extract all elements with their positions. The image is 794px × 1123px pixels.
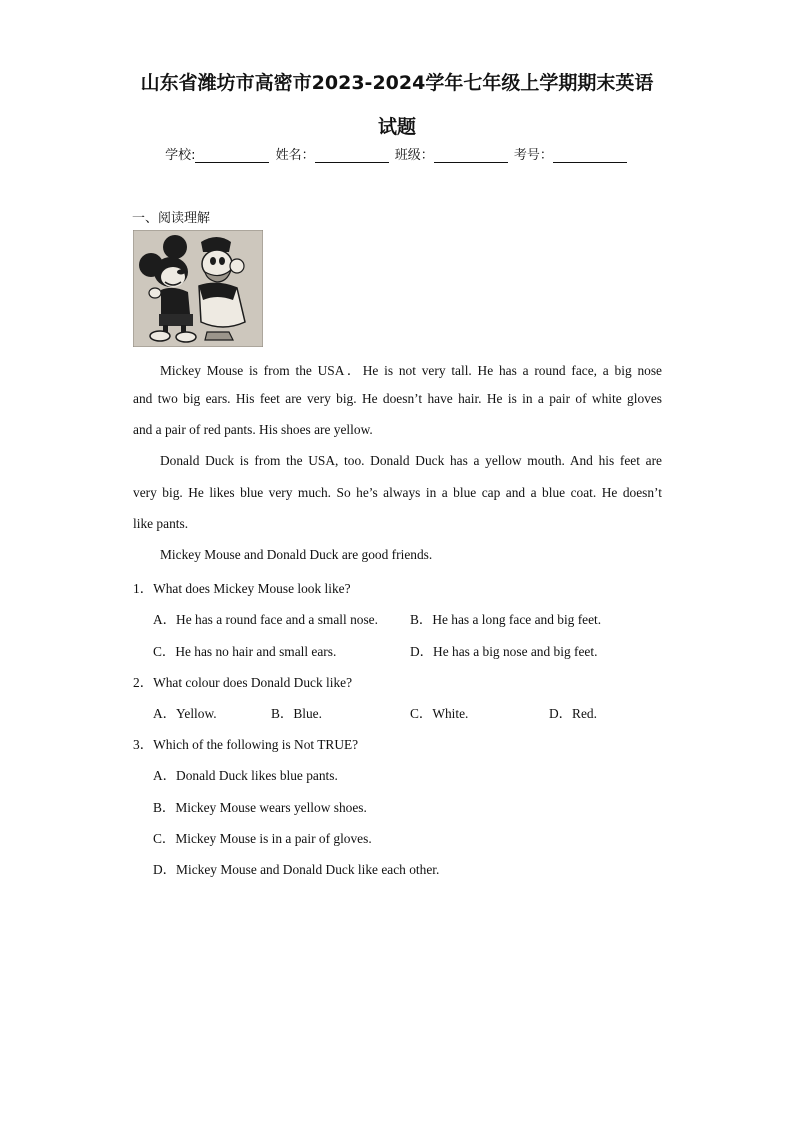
name-label: 姓名： (275, 148, 315, 163)
number-label: 考号： (513, 148, 553, 163)
passage-p2-line3: like pants. (133, 516, 189, 531)
class-label: 班级： (394, 148, 434, 163)
question-1-option-b[interactable]: B．He has a long face and big feet. (410, 612, 602, 627)
question-2-option-d[interactable]: D．Red. (549, 706, 597, 721)
class-blank[interactable] (434, 148, 508, 163)
school-label: 学校: (165, 148, 196, 163)
passage-p3-line1: Mickey Mouse and Donald Duck are good friends. (160, 547, 433, 562)
question-1: 1．What does Mickey Mouse look like? (133, 581, 351, 596)
passage-p2-line2: very big. He likes blue very much. So he’s always in a blue cap and a blue coat. He doesn’t (133, 485, 662, 500)
passage-p2-line1: Donald Duck is from the USA, too. Donald Duck has a yellow mouth. And his feet are (160, 453, 662, 468)
question-3-option-c[interactable]: C．Mickey Mouse is in a pair of gloves. (153, 831, 372, 846)
question-3-option-b[interactable]: B．Mickey Mouse wears yellow shoes. (153, 800, 367, 815)
passage-p1-line3: and a pair of red pants. His shoes are yellow. (133, 422, 373, 437)
question-3-option-d[interactable]: D．Mickey Mouse and Donald Duck like each other. (153, 862, 440, 877)
exam-title-line1: 山东省潍坊市高密市2023-2024学年七年级上学期期末英语 (140, 72, 654, 94)
exam-title-line2: 试题 (377, 116, 416, 138)
mickey-donald-illustration (133, 230, 263, 347)
question-1-option-c[interactable]: C．He has no hair and small ears. (153, 644, 337, 659)
question-3: 3．Which of the following is Not TRUE? (133, 737, 359, 752)
name-blank[interactable] (315, 148, 389, 163)
number-blank[interactable] (553, 148, 627, 163)
student-info-row (0, 144, 794, 163)
passage-p1-line1: Mickey Mouse is from the USA．He is not very tall. He has a round face, a big nose (160, 363, 662, 378)
question-2-option-b[interactable]: B．Blue. (271, 706, 322, 721)
question-1-option-d[interactable]: D．He has a big nose and big feet. (410, 644, 598, 659)
school-blank[interactable] (195, 148, 269, 163)
question-2: 2．What colour does Donald Duck like? (133, 675, 353, 690)
question-1-option-a[interactable]: A．He has a round face and a small nose. (153, 612, 378, 627)
question-2-option-a[interactable]: A．Yellow. (153, 706, 217, 721)
question-3-option-a[interactable]: A．Donald Duck likes blue pants. (153, 768, 338, 783)
passage-p1-line2: and two big ears. His feet are very big. He doesn’t have hair. He is in a pair of white gloves (133, 391, 662, 406)
section-heading: 一、阅读理解 (132, 211, 211, 226)
question-2-option-c[interactable]: C．White. (410, 706, 469, 721)
